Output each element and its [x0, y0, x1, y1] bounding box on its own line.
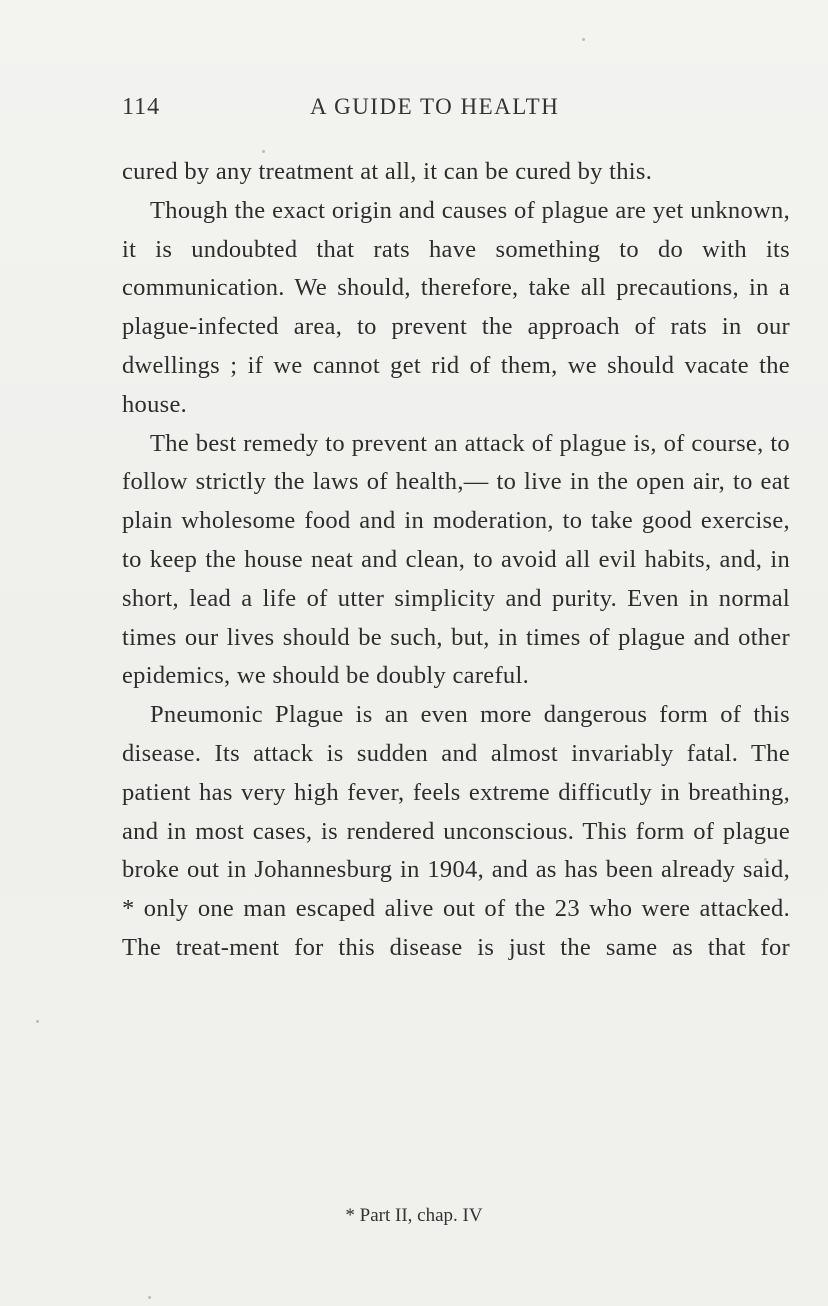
paragraph: Pneumonic Plague is an even more dangerous form of this disease. Its attack is sudden and almost invariably fatal. The patient has very high fever, feels extreme difficutly in breathing, and in most cases, is rendered unconscious. This form of plague broke out in Johannesburg in 1904, and as has been already said, * only one man escaped alive out of the 23 who were attacked. The treat-ment for this disease is just the same as that for: [122, 701, 790, 961]
paragraph: The best remedy to prevent an attack of plague is, of course, to follow strictly the laws of health,— to live in the open air, to eat plain wholesome food and in moderation, to take good exercise, to keep the house neat and clean, to avoid all evil habits, and, in short, lead a life of utter simplicity and purity. Even in normal times our lives should be such, but, in times of plague and other epidemics, we should be doubly careful.: [122, 429, 790, 690]
paragraph: Though the exact origin and causes of plague are yet unknown, it is undoubted that rats have something to do with its communication. We should, therefore, take all precautions, in a plague-infected area, to prevent the approach of rats in our dwellings ; if we cannot get rid of them, we should vacate the house.: [122, 196, 790, 418]
running-head: [122, 94, 790, 128]
footnote: * Part II, chap. IV: [345, 1205, 483, 1226]
paper-speck: [582, 38, 585, 41]
page-number: 114: [122, 94, 161, 120]
paper-speck: [148, 1296, 151, 1299]
body-text: [122, 153, 790, 968]
paper-speck: [36, 1020, 39, 1023]
running-title: A GUIDE TO HEALTH: [310, 94, 560, 119]
paragraph: cured by any treatment at all, it can be cured by this.: [122, 158, 653, 185]
